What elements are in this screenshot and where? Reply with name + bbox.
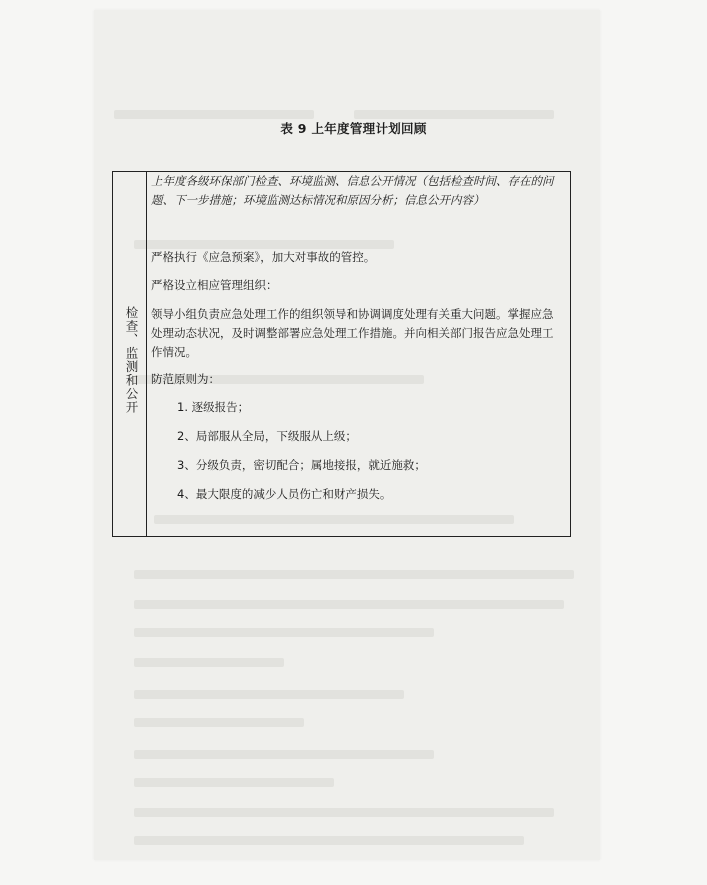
bleed-through-line (354, 110, 554, 119)
paragraph-emergency-plan: 严格执行《应急预案》，加大对事故的管控。 (151, 250, 376, 264)
bleed-through-line (134, 808, 554, 817)
bleed-through-line (114, 110, 314, 119)
bleed-through-line (134, 570, 574, 579)
principle-item: 4、最大限度的减少人员伤亡和财产损失。 (177, 487, 392, 501)
paragraph-organization: 严格设立相应管理组织： (151, 278, 278, 292)
bleed-through-line (134, 600, 564, 609)
instruction-text: 上年度各级环保部门检查、环境监测、信息公开情况（包括检查时间、存在的问题、下一步措施；环境监测达标情况和原因分析；信息公开内容） (151, 174, 554, 207)
bleed-through-line (134, 658, 284, 667)
bleed-through-line (134, 750, 434, 759)
paragraph-principles-heading: 防范原则为： (151, 372, 220, 386)
bleed-through-line (134, 778, 334, 787)
table-title: 表 9 上年度管理计划回顾 (280, 121, 427, 136)
row-header-cell (113, 172, 147, 536)
review-table (112, 171, 571, 537)
bleed-through-line (134, 628, 434, 637)
row-header-label: 检查、监测和公开 (124, 306, 139, 414)
principle-item: 3、分级负责，密切配合；属地接报，就近施救； (177, 458, 426, 472)
bleed-through-line (134, 836, 524, 845)
bleed-through-line (134, 718, 304, 727)
principle-item: 1. 逐级报告； (177, 400, 250, 414)
bleed-through-line (134, 690, 404, 699)
principle-item: 2、局部服从全局，下级服从上级； (177, 429, 357, 443)
paragraph-leadership: 领导小组负责应急处理工作的组织领导和协调调度处理有关重大问题。掌握应急处理动态状况，及时调整部署应急处理工作措施。并向相关部门报告应急处理工作情况。 (151, 307, 554, 359)
